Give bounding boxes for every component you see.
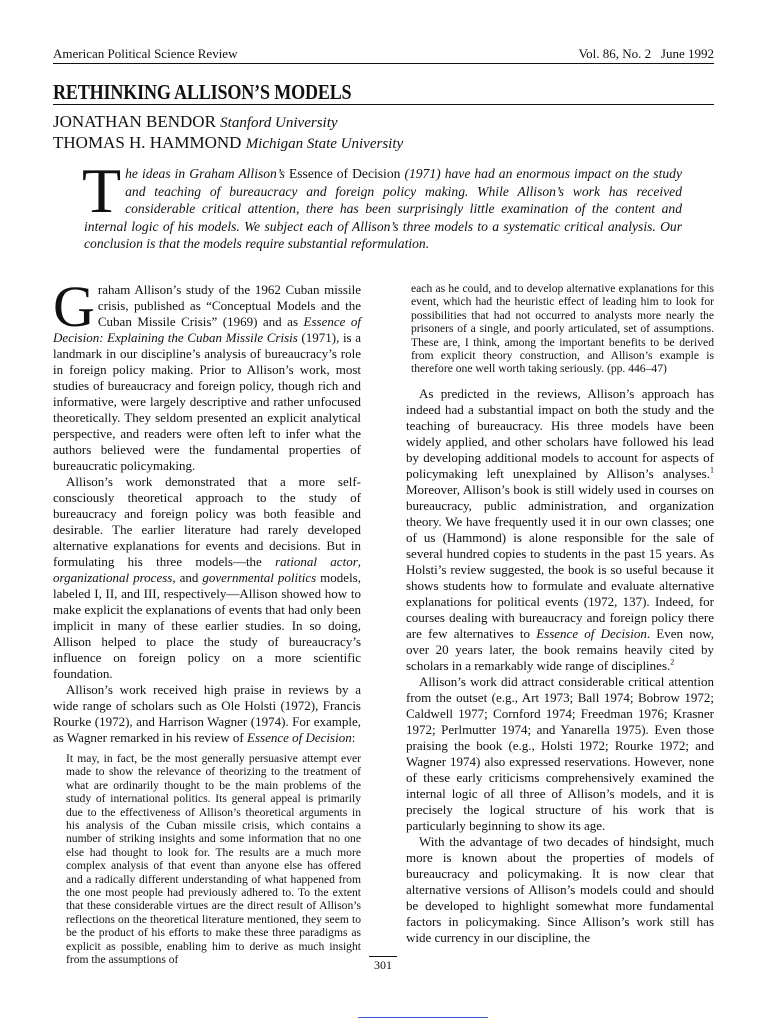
author-2 [53, 133, 403, 154]
abstract-text: he ideas in Graham Allison’s [125, 166, 289, 181]
body-text: Allison’s work received high praise in reviews by a wide range of scholars such as Ole Holsti (1972), Francis Rourke (1972), and Harrison Wagner (1974). For example, as Wagner remarked in his review of [53, 682, 361, 745]
paragraph [53, 474, 361, 682]
issue-date: June 1992 [660, 46, 714, 61]
author-name: THOMAS H. HAMMOND [53, 133, 242, 152]
issue-info [578, 46, 714, 62]
viewer-scroll-indicator [358, 1017, 488, 1018]
block-quote [66, 752, 361, 967]
page-number: 301 [374, 958, 392, 972]
model-name: organizational process [53, 570, 173, 585]
body-text: , [357, 554, 361, 569]
body-text: . Even now, over 20 years later, the book remains heavily cited by scholars in a remarkably wide range of disciplines. [406, 625, 714, 673]
running-header [53, 46, 714, 62]
journal-name: American Political Science Review [53, 46, 238, 61]
abstract-text: (1971) have had an enormous impact on the study and teaching of bureaucracy and foreign policy making. While Allison’s work has received considerable critical attention, there has been surprisingly little examination of the content and internal logic of his models. We subject each of Allison’s three models to a systematic critical analysis. Our conclusion is that the models require substantial reformulation. [84, 166, 682, 252]
paragraph [406, 386, 714, 674]
author-affiliation: Michigan State University [245, 136, 404, 152]
left-column [53, 274, 362, 973]
article-title: RETHINKING ALLISON’S MODELS [53, 80, 352, 104]
abstract-dropcap: T [82, 155, 122, 226]
title-rule [53, 104, 714, 105]
paragraph [53, 274, 362, 474]
body-text: models, labeled I, II, and III, respectively—Allison showed how to make explicit the explanations of events that had only been implicit in many of these earlier studies. In so doing, Allison helped to place the study of bureaucracy’s influence on foreign policy on a more scientific foundation. [53, 570, 361, 681]
book-title: Essence of Decision [536, 625, 647, 641]
body-text: As predicted in the reviews, Allison’s approach has indeed had a substantial impact on both the study and the teaching of bureaucracy. His three models have been widely applied, and other scholars have followed his lead by developing additional models to account for aspects of policymaking left unexplained by Allison’s analyses. [406, 385, 714, 481]
author-block [53, 112, 403, 154]
author-affiliation: Stanford University [220, 115, 338, 131]
abstract [82, 155, 682, 253]
author-1 [53, 112, 403, 133]
volume-number: Vol. 86, No. 2 [578, 46, 652, 61]
body-text: Allison’s work demonstrated that a more self-consciously theoretical approach to the study of bureaucracy and foreign policy was both feasible and desirable. The earlier literature had rarely developed alternative explanations for events and decisions. But in formulating his three models—the [53, 474, 361, 569]
body-text: Moreover, Allison’s book is still widely used in courses on bureaucracy, public administration, and organization theory. We have frequently used it in our own classes; one of us (Hammond) is alone responsible for the sale of several hundred copies to students in the past 15 years. As Holsti’s review suggested, the book is so useful because it shows students how to formulate and evaluate alternative explanations for political events (1972, 137). Indeed, for courses dealing with bureaucracy and foreign policy there are few alternatives to [406, 481, 714, 641]
footnote-marker[interactable]: 1 [710, 465, 714, 475]
right-column [406, 282, 714, 946]
body-text: : [351, 730, 356, 745]
quote-text: each as he could, and to develop alternative explanations for this event, which had the heuristic effect of leading him to look for possibilities that had not occurred to analysts more nearly the prisoners of a single, and poorly articulated, set of assumptions. These are, I think, among the important benefits to be derived from explicit theory construction, and Allison’s example is therefore one well worth taking seriously. (pp. 446–47) [411, 282, 714, 376]
body-text: raham Allison’s study of the 1962 Cuban missile crisis, published as “Conceptual Models and the Cuban Missile Crisis” (1969) and as [97, 282, 361, 329]
paragraph: With the advantage of two decades of hindsight, much more is known about the properties of models of bureaucracy and policymaking. It is now clear that alternative versions of Allison’s models could and should be developed to highlight somewhat more fundamental factors in policymaking. Since Allison’s work still has wide currency in our discipline, the [406, 833, 714, 945]
model-name: governmental politics [202, 570, 317, 585]
footnote-marker[interactable]: 2 [670, 657, 675, 667]
header-rule [53, 63, 714, 64]
book-title: Essence of Decision [247, 730, 352, 745]
block-quote-continued [406, 282, 714, 376]
body-text: , and [172, 570, 203, 585]
quote-text: It may, in fact, be the most generally persuasive attempt ever made to show the relevance of theorizing to the treatment of what are ordinarily thought to be the main problems of the study of international politics. Its general appeal is primarily due to the effectiveness of Allison’s theoretical arguments in his analysis of the Cuban missile crisis, which contains a number of striking insights and some information that no one else had thought to look for. The results are a much more complex analysis of that event than anyone else has offered and a radically different understanding of what happened from the one most people had previously adhered to. To the extent that these considerable virtues are the direct result of Allison’s reflections on the theoretical literature mentioned, they seem to be the product of his efforts to make these three paradigms as explicit as possible, enabling him to derive as much insight from the assumptions of [66, 752, 361, 967]
dropcap-g: G [53, 274, 95, 339]
paragraph [53, 682, 361, 746]
author-name: JONATHAN BENDOR [53, 112, 216, 131]
model-name: rational actor [275, 554, 358, 569]
footer-rule [369, 956, 397, 957]
book-title: Essence of Decision: Explaining the Cuban Missile Crisis [53, 314, 362, 345]
abstract-book-title: Essence of Decision [288, 166, 401, 181]
body-text: (1971), is a landmark in our discipline’s analysis of bureaucracy’s role in foreign policy making. Prior to Allison’s work, most studies of bureaucracy and foreign policy, though rich and informative, were largely descriptive and rather unfocused theoretically. They seldom presented an explicit analytical perspective, and readers were often left to infer what the authors believed were the fundamental properties of bureaucratic policymaking. [53, 330, 361, 473]
paragraph: Allison’s work did attract considerable critical attention from the outset (e.g., Art 1973; Ball 1974; Bobrow 1972; Caldwell 1977; Cornford 1974; Freedman 1976; Krasner 1972; Perlmutter 1974; and Yanarella 1975). Even those praising the book (e.g., Holsti 1972; Rourke 1972; and Wagner 1974) also expressed reservations. However, none of these early criticisms comprehensively examined the internal logic of all three of Allison’s models, and it is precisely the logical structure of his work that is particularly beginning to show its age. [406, 673, 714, 833]
